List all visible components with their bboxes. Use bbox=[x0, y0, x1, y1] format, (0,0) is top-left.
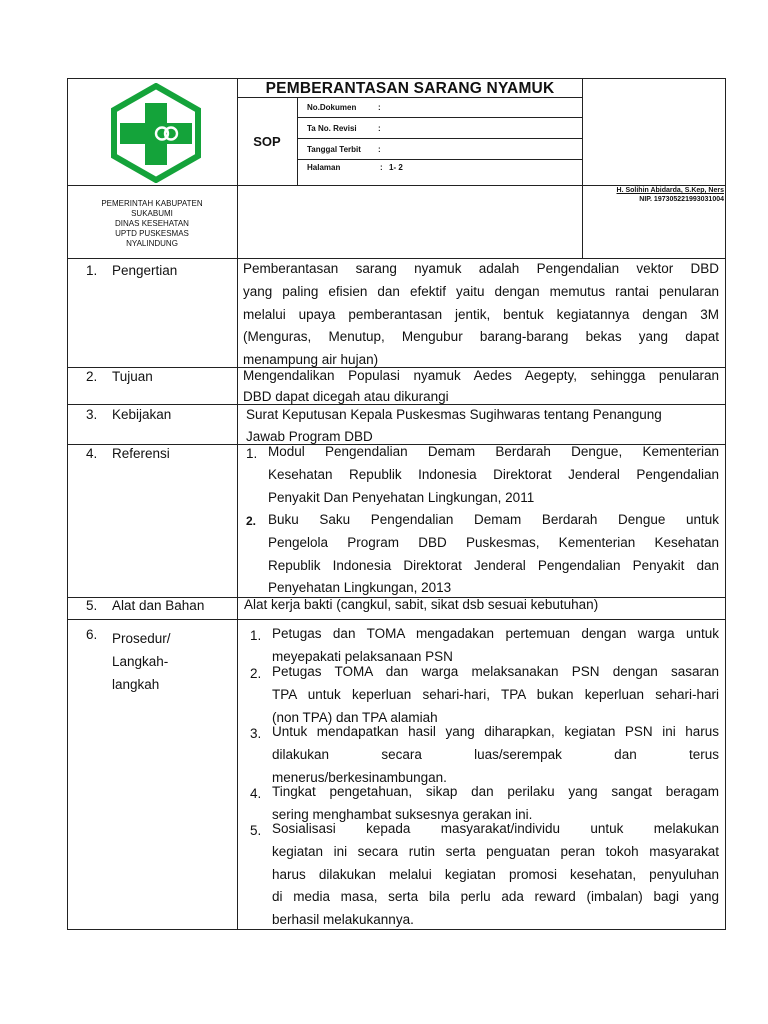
procedure-step bbox=[272, 661, 719, 729]
text-line: Kesehatan Republik Indonesia Direktorat Jenderal Pengendalian bbox=[268, 466, 719, 482]
meta-rule bbox=[297, 138, 582, 139]
section-number: 6. bbox=[86, 627, 98, 642]
procedure-step-number: 2. bbox=[250, 666, 262, 681]
text-line: melalui upaya pemberantasan jentik, bentuk kegiatannya dengan 3M bbox=[243, 306, 719, 322]
row-rule bbox=[67, 619, 726, 620]
text-line: TPA untuk keperluan sehari-hari, TPA bukan keperluan sehari-hari bbox=[272, 686, 719, 702]
org-line: SUKABUMI bbox=[131, 209, 173, 218]
reference-number: 2. bbox=[246, 514, 257, 528]
alat-dan-bahan-text: Alat kerja bakti (cangkul, sabit, sikat dsb sesuai kebutuhan) bbox=[244, 597, 599, 612]
meta-rule bbox=[297, 117, 582, 118]
procedure-step-number: 4. bbox=[250, 786, 262, 801]
header-divider bbox=[237, 78, 238, 258]
meta-label-no-dokumen: No.Dokumen bbox=[307, 103, 357, 112]
text-line: yang paling efisien dan efektif yaitu dengan memutus rantai penularan bbox=[243, 283, 719, 299]
text-line: DBD dapat dicegah atau dikurangi bbox=[243, 389, 449, 404]
text-line: Surat Keputusan Kepala Puskesmas Sugihwaras tentang Penangung bbox=[246, 407, 662, 422]
text-line: Pemberantasan sarang nyamuk adalah Pengendalian vektor DBD bbox=[243, 261, 719, 276]
label-line: langkah bbox=[112, 677, 160, 692]
text-line: (Menguras, Menutup, Mengubur barang-barang bekas yang dapat bbox=[243, 329, 719, 345]
procedure-step-number: 3. bbox=[250, 726, 262, 741]
org-line: UPTD PUSKESMAS bbox=[115, 229, 189, 238]
text-line: Pengelola Program DBD Puskesmas, Kementerian Kesehatan bbox=[268, 534, 719, 550]
text-line: Jawab Program DBD bbox=[246, 429, 373, 444]
section-label-alat-dan-bahan: Alat dan Bahan bbox=[112, 598, 205, 613]
text-line: Mengendalikan Populasi nyamuk Aedes Aegepty, sehingga penularan bbox=[243, 368, 719, 383]
meta-rule bbox=[297, 159, 582, 160]
signatory-name: H. Solihin Abidarda, S.Kep, Ners bbox=[616, 187, 724, 194]
text-line: menerus/berkesinambungan. bbox=[272, 769, 447, 785]
text-line: di media masa, serta bila perlu ada reward (imbalan) bagi yang bbox=[272, 889, 719, 905]
organization-block bbox=[70, 199, 234, 249]
meta-label-tanggal-terbit: Tanggal Terbit bbox=[307, 145, 361, 154]
text-line: dilakukan secara luas/serempak dan terus bbox=[272, 746, 719, 762]
meta-sep: : bbox=[378, 124, 381, 133]
org-line: NYALINDUNG bbox=[126, 239, 178, 248]
label-line: Langkah- bbox=[112, 654, 169, 669]
meta-label-halaman: Halaman bbox=[307, 163, 341, 172]
section-number: 4. bbox=[86, 446, 98, 461]
text-line: Tingkat pengetahuan, sikap dan perilaku yang sangat beragam bbox=[272, 784, 719, 799]
section-label-pengertian: Pengertian bbox=[112, 263, 178, 278]
reference-number: 1. bbox=[246, 446, 258, 461]
header-divider bbox=[582, 78, 583, 258]
meta-sep: : bbox=[378, 145, 381, 154]
pengertian-text bbox=[243, 258, 719, 372]
section-label-prosedur bbox=[112, 627, 171, 696]
text-line: Penyakit Dan Penyehatan Lingkungan, 2011 bbox=[268, 489, 535, 505]
text-line: kegiatan ini secara rutin serta penguatan peran tokoh masyarakat bbox=[272, 843, 719, 859]
section-number: 2. bbox=[86, 369, 98, 384]
text-line: Buku Saku Pengendalian Demam Berdarah Dengue untuk bbox=[268, 512, 719, 527]
section-label-referensi: Referensi bbox=[112, 446, 170, 461]
sop-label: SOP bbox=[253, 134, 281, 149]
section-label-kebijakan: Kebijakan bbox=[112, 407, 172, 422]
section-number: 3. bbox=[86, 407, 98, 422]
text-line: menampung air hujan) bbox=[243, 352, 379, 368]
text-line: Sosialisasi kepada masyarakat/individu untuk melakukan bbox=[272, 821, 719, 836]
text-line: Penyehatan Lingkungan, 2013 bbox=[268, 580, 452, 596]
sop-divider bbox=[297, 97, 298, 185]
meta-sep: : bbox=[380, 163, 383, 172]
reference-item bbox=[268, 441, 719, 509]
text-line: berhasil melakukannya. bbox=[272, 912, 414, 928]
text-line: Modul Pengendalian Demam Berdarah Dengue, Kementerian bbox=[268, 444, 719, 459]
text-line: Untuk mendapatkan hasil yang diharapkan, kegiatan PSN ini harus bbox=[272, 724, 719, 739]
text-line: sering menghambat suksesnya gerakan ini. bbox=[272, 806, 533, 822]
section-label-tujuan: Tujuan bbox=[112, 369, 153, 384]
text-line: harus dilakukan melalui kegiatan promosi kesehatan, penyuluhan bbox=[272, 866, 719, 882]
text-line: meyepakati pelaksanaan PSN bbox=[272, 648, 453, 664]
meta-value-halaman: 1- 2 bbox=[389, 163, 403, 172]
text-line: Petugas dan TOMA mengadakan pertemuan dengan warga untuk bbox=[272, 626, 719, 641]
org-line: DINAS KESEHATAN bbox=[115, 219, 189, 228]
procedure-step bbox=[272, 721, 719, 789]
meta-sep: : bbox=[378, 103, 381, 112]
signatory-block bbox=[586, 186, 724, 204]
procedure-step-number: 5. bbox=[250, 823, 262, 838]
label-line: Prosedur/ bbox=[112, 631, 171, 646]
procedure-step bbox=[272, 818, 719, 932]
text-line: Petugas TOMA dan warga melaksanakan PSN dengan sasaran bbox=[272, 664, 719, 679]
text-line: Republik Indonesia Direktorat Jenderal Pengendalian Penyakit dan bbox=[268, 557, 719, 573]
section-number: 5. bbox=[86, 598, 98, 613]
meta-label-revisi: Ta No. Revisi bbox=[307, 124, 357, 133]
tujuan-text bbox=[243, 365, 719, 407]
org-line: PEMERINTAH KABUPATEN bbox=[101, 199, 203, 208]
puskesmas-logo bbox=[106, 83, 206, 183]
reference-item bbox=[268, 509, 719, 600]
text-line: (non TPA) dan TPA alamiah bbox=[272, 709, 438, 725]
signatory-nip: NIP. 197305221993031004 bbox=[639, 196, 724, 203]
body-column-divider bbox=[237, 258, 238, 930]
document-title: PEMBERANTASAN SARANG NYAMUK bbox=[265, 80, 555, 97]
procedure-step-number: 1. bbox=[250, 628, 262, 643]
section-number: 1. bbox=[86, 263, 98, 278]
